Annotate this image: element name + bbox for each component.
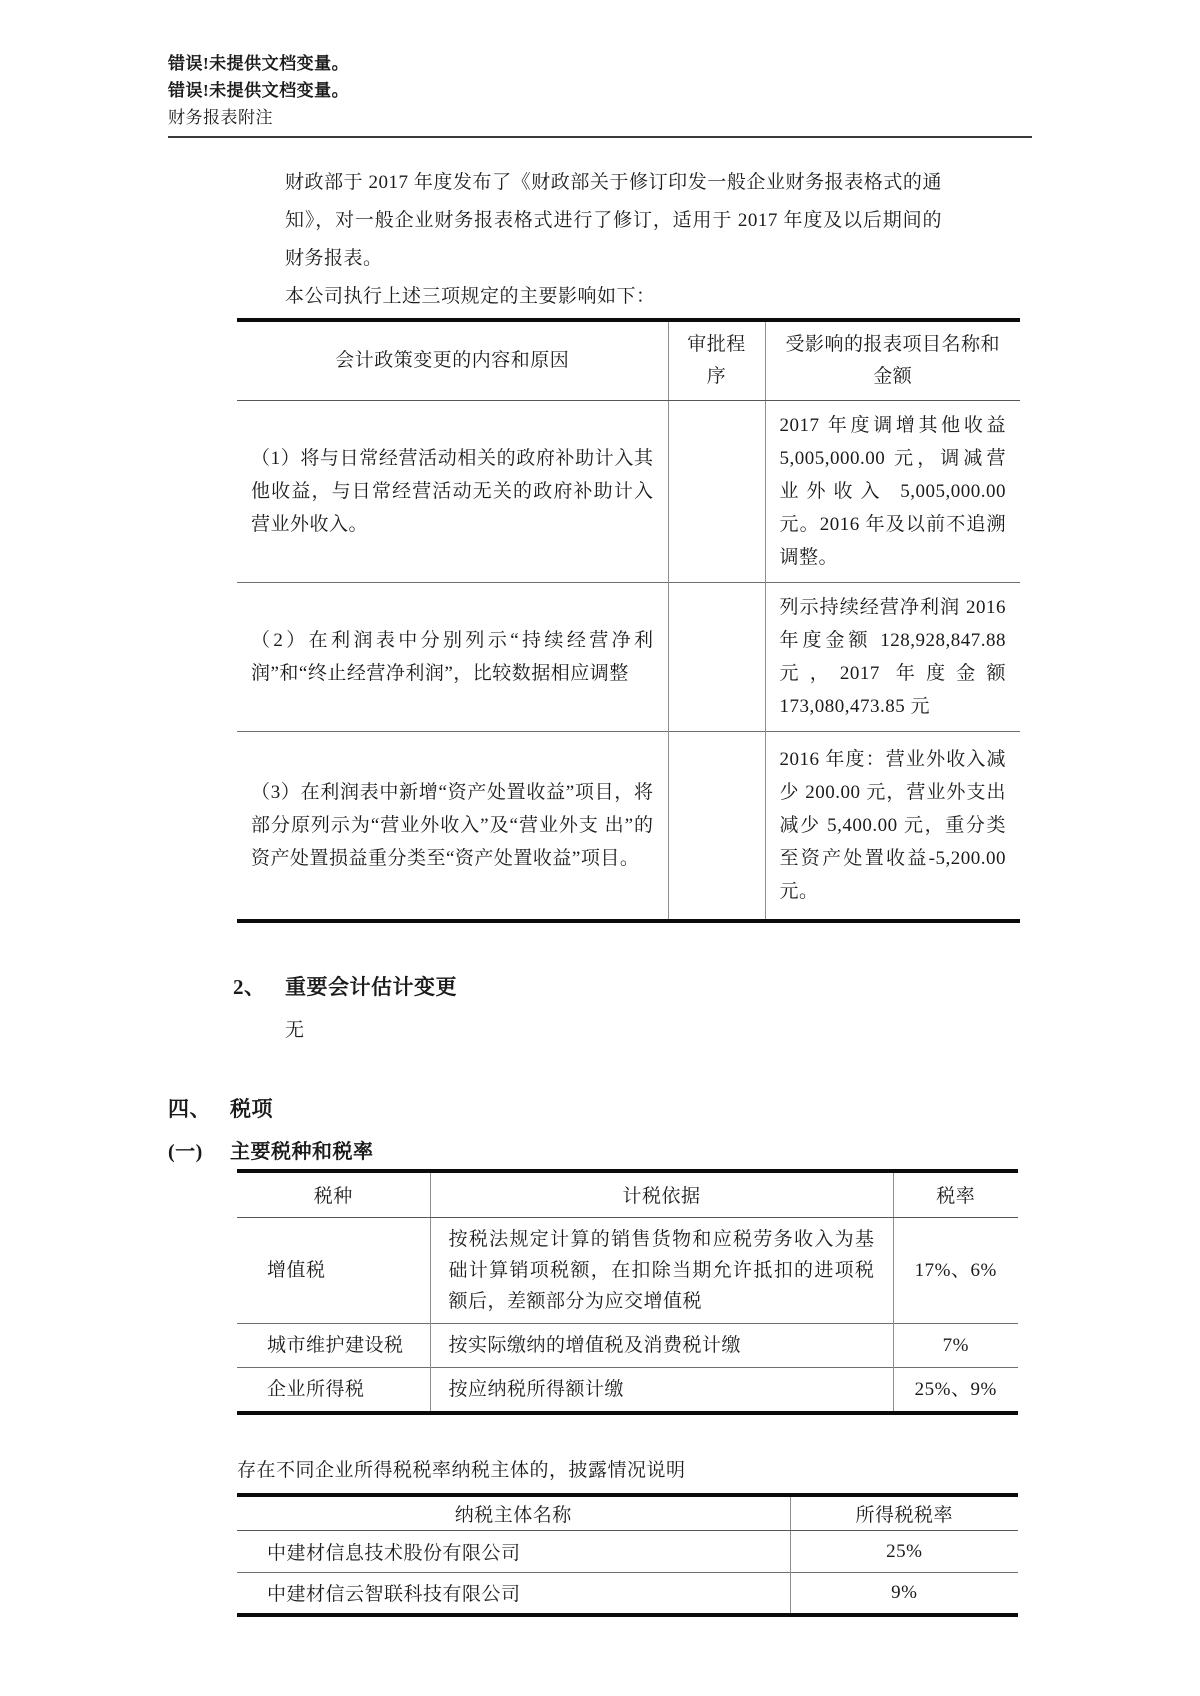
intro-paragraph: 财政部于 2017 年度发布了《财政部关于修订印发一般企业财务报表格式的通知》，对一般企业财务报表格式进行了修订，适用于 2017 年度及以后期间的财务报表。 (285, 172, 942, 269)
entity-rate-cell: 9% (790, 1573, 1018, 1615)
entity-table (237, 1493, 1018, 1617)
policy-change-table (237, 318, 1020, 923)
entity-table-row-2 (237, 1573, 1018, 1615)
entity-table-header-row (237, 1495, 1018, 1531)
doc-subtitle: 财务报表附注 (168, 108, 273, 127)
policy-impact-cell: 列示持续经营净利润 2016 年度金额 128,928,847.88 元，2017 年度金额 173,080,473.85 元 (765, 582, 1020, 731)
policy-content-cell: （3）在利润表中新增“资产处置收益”项目，将 部分原列示为“营业外收入”及“营业外支 出”的资产处置损益重分类至“资产处置收益”项目。 (251, 781, 654, 869)
policy-content-cell: （1）将与日常经营活动相关的政府补助计入其他收益，与日常经营活动无关的政府补助计入营业外收入。 (251, 447, 654, 535)
subsection-1-title: 主要税种和税率 (230, 1141, 374, 1163)
entity-col-header-rate: 所得税税率 (790, 1495, 1018, 1531)
lead-line: 本公司执行上述三项规定的主要影响如下： (285, 286, 656, 307)
tax-col-header-type: 税种 (237, 1171, 430, 1217)
policy-table-row-1 (237, 400, 1020, 582)
tax-type-cell: 增值税 (267, 1259, 326, 1281)
tax-basis-cell: 按应纳税所得额计缴 (430, 1367, 893, 1413)
policy-content-cell: （2）在利润表中分别列示“持续经营净利润”和“终止经营净利润”，比较数据相应调整 (251, 629, 654, 684)
tax-table (237, 1169, 1018, 1415)
entity-rate-cell: 25% (790, 1531, 1018, 1573)
policy-table-row-3 (237, 731, 1020, 921)
policy-impact-cell: 2017 年度调增其他收益 5,005,000.00 元，调减营业外收入 5,005,000.00 元。2016 年及以前不追溯调整。 (765, 400, 1020, 582)
doc-header (168, 50, 1032, 131)
policy-col-header-approval: 审批程序 (668, 320, 765, 400)
tax-table-row-1 (237, 1217, 1018, 1323)
tax-type-cell: 企业所得税 (267, 1378, 365, 1400)
disclosure-note: 存在不同企业所得税税率纳税主体的，披露情况说明 (237, 1459, 686, 1481)
entity-table-row-1 (237, 1531, 1018, 1573)
entity-col-header-name: 纳税主体名称 (237, 1495, 790, 1531)
policy-col-header-content: 会计政策变更的内容和原因 (237, 320, 668, 400)
entity-name-cell: 中建材信云智联科技有限公司 (267, 1584, 521, 1606)
subsection-1-heading (168, 1139, 1200, 1165)
policy-table-row-2 (237, 582, 1020, 731)
policy-impact-cell: 2016 年度：营业外收入减少 200.00 元，营业外支出减少 5,400.00 元，重分类至资产处置收益-5,200.00 元。 (765, 731, 1020, 921)
policy-approval-cell (668, 582, 765, 731)
tax-rate-cell: 17%、6% (893, 1217, 1018, 1323)
section-2-number: 2、 (233, 975, 266, 999)
tax-rate-cell: 25%、9% (893, 1367, 1018, 1413)
tax-rate-cell: 7% (893, 1323, 1018, 1367)
tax-col-header-rate: 税率 (893, 1171, 1018, 1217)
tax-basis-cell: 按实际缴纳的增值税及消费税计缴 (430, 1323, 893, 1367)
error-line-2: 错误!未提供文档变量。 (168, 81, 350, 100)
policy-table-header-row (237, 320, 1020, 400)
section-4-number: 四、 (168, 1097, 211, 1121)
entity-name-cell: 中建材信息技术股份有限公司 (267, 1543, 521, 1564)
tax-table-header-row (237, 1171, 1018, 1217)
section-4-title: 税项 (230, 1097, 273, 1121)
policy-approval-cell (668, 400, 765, 582)
error-line-1: 错误!未提供文档变量。 (168, 54, 350, 73)
tax-table-row-3 (237, 1367, 1018, 1413)
subsection-1-number: (一) (168, 1141, 203, 1163)
section-4-heading (168, 1095, 1200, 1123)
tax-basis-cell: 按税法规定计算的销售货物和应税劳务收入为基础计算销项税额，在扣除当期允许抵扣的进项税额后，差额部分为应交增值税 (430, 1217, 893, 1323)
section-2-body: 无 (285, 1020, 305, 1041)
section-2-heading (233, 973, 1200, 1001)
policy-approval-cell (668, 731, 765, 921)
section-2-title: 重要会计估计变更 (285, 975, 457, 999)
tax-table-row-2 (237, 1323, 1018, 1367)
tax-type-cell: 城市维护建设税 (267, 1334, 404, 1356)
policy-col-header-impact: 受影响的报表项目名称和金额 (765, 320, 1020, 400)
header-rule (168, 136, 1032, 138)
tax-col-header-basis: 计税依据 (430, 1171, 893, 1217)
